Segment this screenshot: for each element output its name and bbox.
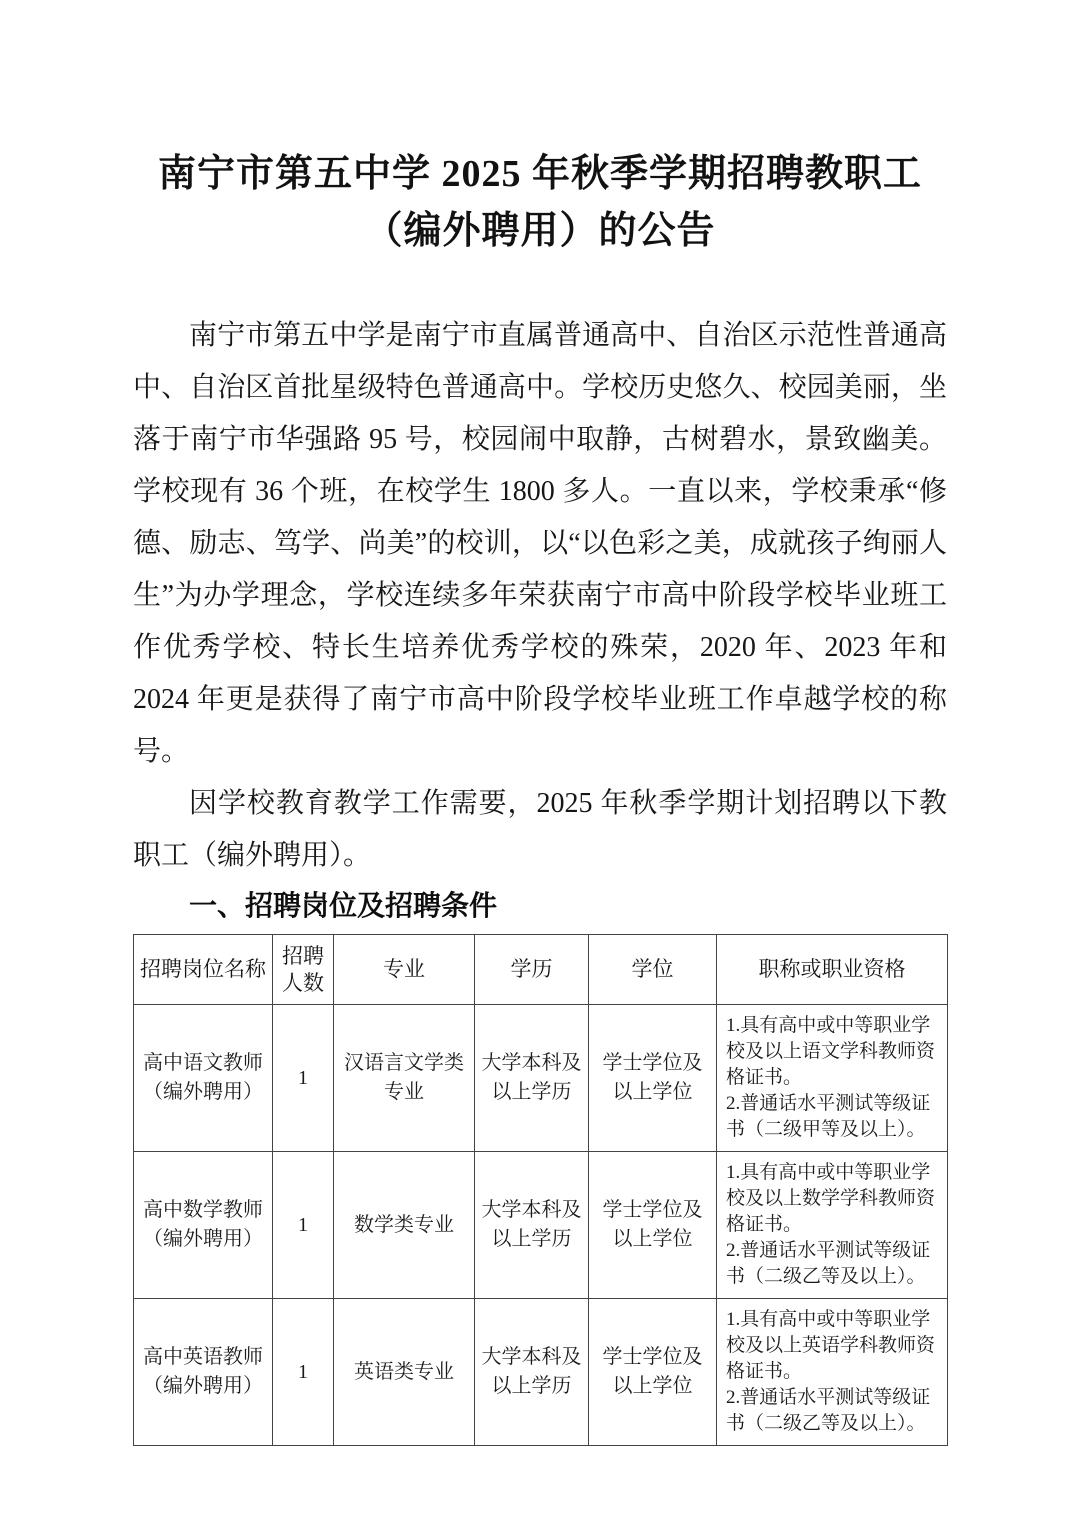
col-header-position-name: 招聘岗位名称 xyxy=(134,935,273,1005)
qualification-item: 2.普通话水平测试等级证书（二级甲等及以上）。 xyxy=(726,1093,931,1140)
doc-title xyxy=(133,146,947,260)
cell-degree: 学士学位及以上学位 xyxy=(589,1152,717,1299)
recruitment-table xyxy=(133,934,948,1446)
table-row-math-teacher xyxy=(134,1152,948,1299)
cell-headcount: 1 xyxy=(273,1005,334,1152)
doc-title-line1: 南宁市第五中学 2025 年秋季学期招聘教职工 xyxy=(157,153,922,195)
col-header-qualification: 职称或职业资格 xyxy=(717,935,948,1005)
cell-education: 大学本科及以上学历 xyxy=(475,1005,589,1152)
cell-major: 英语类专业 xyxy=(334,1299,475,1446)
cell-major: 数学类专业 xyxy=(334,1152,475,1299)
qualification-item: 1.具有高中或中等职业学校及以上语文学科教师资格证书。 xyxy=(726,1015,936,1088)
col-header-education: 学历 xyxy=(475,935,589,1005)
table-row-english-teacher xyxy=(134,1299,948,1446)
cell-major: 汉语言文学类专业 xyxy=(334,1005,475,1152)
cell-education: 大学本科及以上学历 xyxy=(475,1299,589,1446)
recruitment-need-paragraph: 因学校教育教学工作需要，2025 年秋季学期计划招聘以下教职工（编外聘用）。 xyxy=(133,788,947,871)
cell-degree: 学士学位及以上学位 xyxy=(589,1299,717,1446)
cell-qualification xyxy=(717,1152,948,1299)
cell-qualification xyxy=(717,1299,948,1446)
qualification-item: 1.具有高中或中等职业学校及以上数学学科教师资格证书。 xyxy=(726,1162,936,1235)
cell-education: 大学本科及以上学历 xyxy=(475,1152,589,1299)
cell-degree: 学士学位及以上学位 xyxy=(589,1005,717,1152)
col-header-major: 专业 xyxy=(334,935,475,1005)
qualification-item: 2.普通话水平测试等级证书（二级乙等及以上）。 xyxy=(726,1240,931,1287)
col-header-headcount: 招聘人数 xyxy=(273,935,334,1005)
col-header-degree: 学位 xyxy=(589,935,717,1005)
qualification-item: 1.具有高中或中等职业学校及以上英语学科教师资格证书。 xyxy=(726,1309,936,1382)
cell-position-name: 高中数学教师（编外聘用） xyxy=(134,1152,273,1299)
cell-position-name: 高中语文教师（编外聘用） xyxy=(134,1005,273,1152)
cell-qualification xyxy=(717,1005,948,1152)
qualification-item: 2.普通话水平测试等级证书（二级乙等及以上）。 xyxy=(726,1387,931,1434)
section-heading-positions: 一、招聘岗位及招聘条件 xyxy=(189,890,498,921)
table-row-chinese-teacher xyxy=(134,1005,948,1152)
cell-position-name: 高中英语教师（编外聘用） xyxy=(134,1299,273,1446)
intro-paragraph: 南宁市第五中学是南宁市直属普通高中、自治区示范性普通高中、自治区首批星级特色普通高中。学校历史悠久、校园美丽，坐落于南宁市华强路 95 号，校园闹中取静，古树碧水，景致幽美。学校现有 36 个班，在校学生 1800 多人。一直以来，学校秉承“修德、励志、笃学、尚美”的校训，以“以色彩之美，成就孩子绚丽人生”为办学理念，学校连续多年荣获南宁市高中阶段学校毕业班工作优秀学校、特长生培养优秀学校的殊荣，2020 年、2023 年和 2024 年更是获得了南宁市高中阶段学校毕业班工作卓越学校的称号。 xyxy=(133,320,947,767)
cell-headcount: 1 xyxy=(273,1152,334,1299)
doc-title-line2: （编外聘用）的公告 xyxy=(364,210,716,252)
cell-headcount: 1 xyxy=(273,1299,334,1446)
table-header-row xyxy=(134,935,948,1005)
